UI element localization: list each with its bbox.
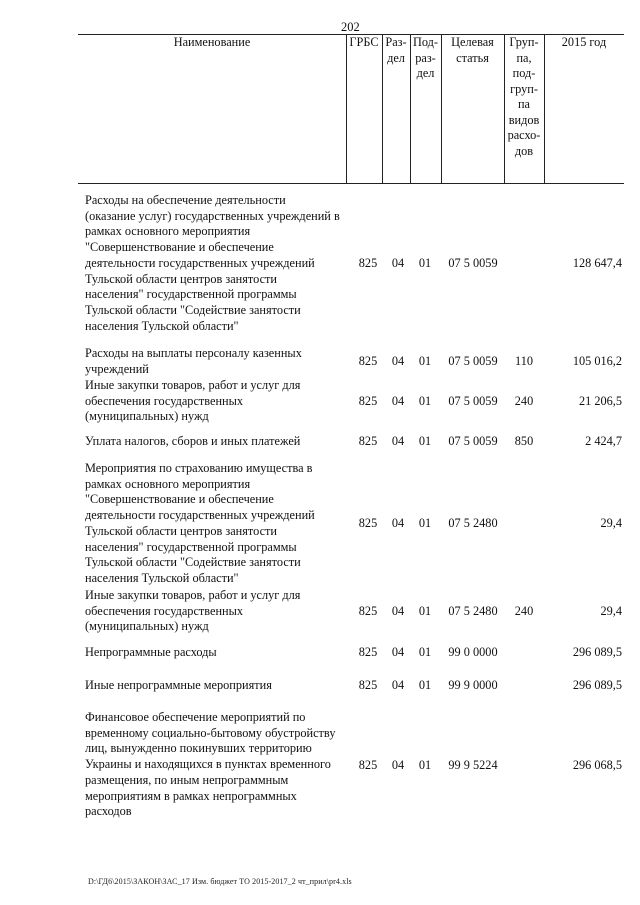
row-gruppa: 850 xyxy=(514,434,534,448)
row-sum: 2 424,7 xyxy=(585,434,622,448)
row-name: Иные непрограммные мероприятия xyxy=(85,678,272,692)
row-podrazdel: 01 xyxy=(418,434,432,448)
row-sum: 128 647,4 xyxy=(572,256,622,270)
row-razdel: 04 xyxy=(391,758,405,772)
row-celevaya: 99 0 0000 xyxy=(448,645,498,659)
row-razdel: 04 xyxy=(391,354,405,368)
header-podrazdel: Под- раз- дел xyxy=(412,35,439,80)
row-grbs: 825 xyxy=(358,604,378,618)
file-path-footer: D:\ГД6\2015\ЗАКОН\ЗАС_17 Изм. бюджет ТО 2015-2017_2 чт_прил\pr4.xls xyxy=(88,877,352,886)
row-sum: 296 068,5 xyxy=(572,758,622,772)
header-celevaya: Целевая статья xyxy=(451,35,494,65)
row-grbs: 825 xyxy=(358,645,378,659)
row-sum: 105 016,2 xyxy=(572,354,622,368)
row-gruppa: 240 xyxy=(514,394,534,408)
row-razdel: 04 xyxy=(391,678,405,692)
row-celevaya: 07 5 0059 xyxy=(448,354,498,368)
row-gruppa: 240 xyxy=(514,604,534,618)
header-name: Наименование xyxy=(173,35,251,49)
table-header xyxy=(78,34,624,184)
row-sum: 29,4 xyxy=(600,604,622,618)
row-grbs: 825 xyxy=(358,256,378,270)
header-gruppa: Груп- па, под- груп- па видов расхо- дов xyxy=(507,35,541,158)
row-grbs: 825 xyxy=(358,354,378,368)
row-podrazdel: 01 xyxy=(418,354,432,368)
row-celevaya: 07 5 2480 xyxy=(448,516,498,530)
row-gruppa: 110 xyxy=(515,354,533,368)
row-sum: 29,4 xyxy=(600,516,622,530)
row-podrazdel: 01 xyxy=(418,516,432,530)
header-razdel: Раз- дел xyxy=(385,35,407,65)
row-celevaya: 07 5 2480 xyxy=(448,604,498,618)
row-celevaya: 07 5 0059 xyxy=(448,394,498,408)
row-name: Иные закупки товаров, работ и услуг для обеспечения государственных (муниципальных) нужд xyxy=(85,588,301,634)
row-razdel: 04 xyxy=(391,394,405,408)
row-sum: 21 206,5 xyxy=(578,394,622,408)
row-name: Непрограммные расходы xyxy=(85,645,217,659)
row-razdel: 04 xyxy=(391,604,405,618)
row-razdel: 04 xyxy=(391,516,405,530)
row-podrazdel: 01 xyxy=(418,604,432,618)
row-name: Расходы на обеспечение деятельности (оказание услуг) государственных учреждений в рамках основного мероприятия "Совершенствование и обеспечение деятельности государственных учреждений Тульской области центров занятости населения" государственной программы Тульской области "Содействие занятости населения Тульской области" xyxy=(85,193,340,333)
row-name: Расходы на выплаты персоналу казенных учреждений xyxy=(85,346,302,376)
row-sum: 296 089,5 xyxy=(572,678,622,692)
row-name: Иные закупки товаров, работ и услуг для обеспечения государственных (муниципальных) нужд xyxy=(85,378,301,424)
row-podrazdel: 01 xyxy=(418,645,432,659)
row-grbs: 825 xyxy=(358,678,378,692)
row-razdel: 04 xyxy=(391,434,405,448)
row-razdel: 04 xyxy=(391,256,405,270)
row-name: Финансовое обеспечение мероприятий по временному социально-бытовому обустройству лиц, вынужденно покинувших территорию Украины и находящихся в пунктах временного размещения, по иным непрограммным мероприятиям в рамках непрограммных расходов xyxy=(85,710,336,819)
row-sum: 296 089,5 xyxy=(572,645,622,659)
row-podrazdel: 01 xyxy=(418,394,432,408)
page-number: 202 xyxy=(341,20,360,34)
row-podrazdel: 01 xyxy=(418,256,432,270)
row-celevaya: 07 5 0059 xyxy=(448,434,498,448)
row-grbs: 825 xyxy=(358,516,378,530)
row-razdel: 04 xyxy=(391,645,405,659)
row-grbs: 825 xyxy=(358,394,378,408)
header-grbs: ГРБС xyxy=(349,35,379,49)
row-celevaya: 99 9 5224 xyxy=(448,758,498,772)
row-podrazdel: 01 xyxy=(418,678,432,692)
row-celevaya: 99 9 0000 xyxy=(448,678,498,692)
row-celevaya: 07 5 0059 xyxy=(448,256,498,270)
row-grbs: 825 xyxy=(358,758,378,772)
header-year: 2015 год xyxy=(561,35,607,49)
row-name: Уплата налогов, сборов и иных платежей xyxy=(85,434,301,448)
row-podrazdel: 01 xyxy=(418,758,432,772)
row-name: Мероприятия по страхованию имущества в рамках основного мероприятия "Совершенствование и обеспечение деятельности государственных учреждений Тульской области центров занятости населения" государственной программы Тульской области "Содействие занятости населения Тульской области" xyxy=(85,461,315,585)
row-grbs: 825 xyxy=(358,434,378,448)
